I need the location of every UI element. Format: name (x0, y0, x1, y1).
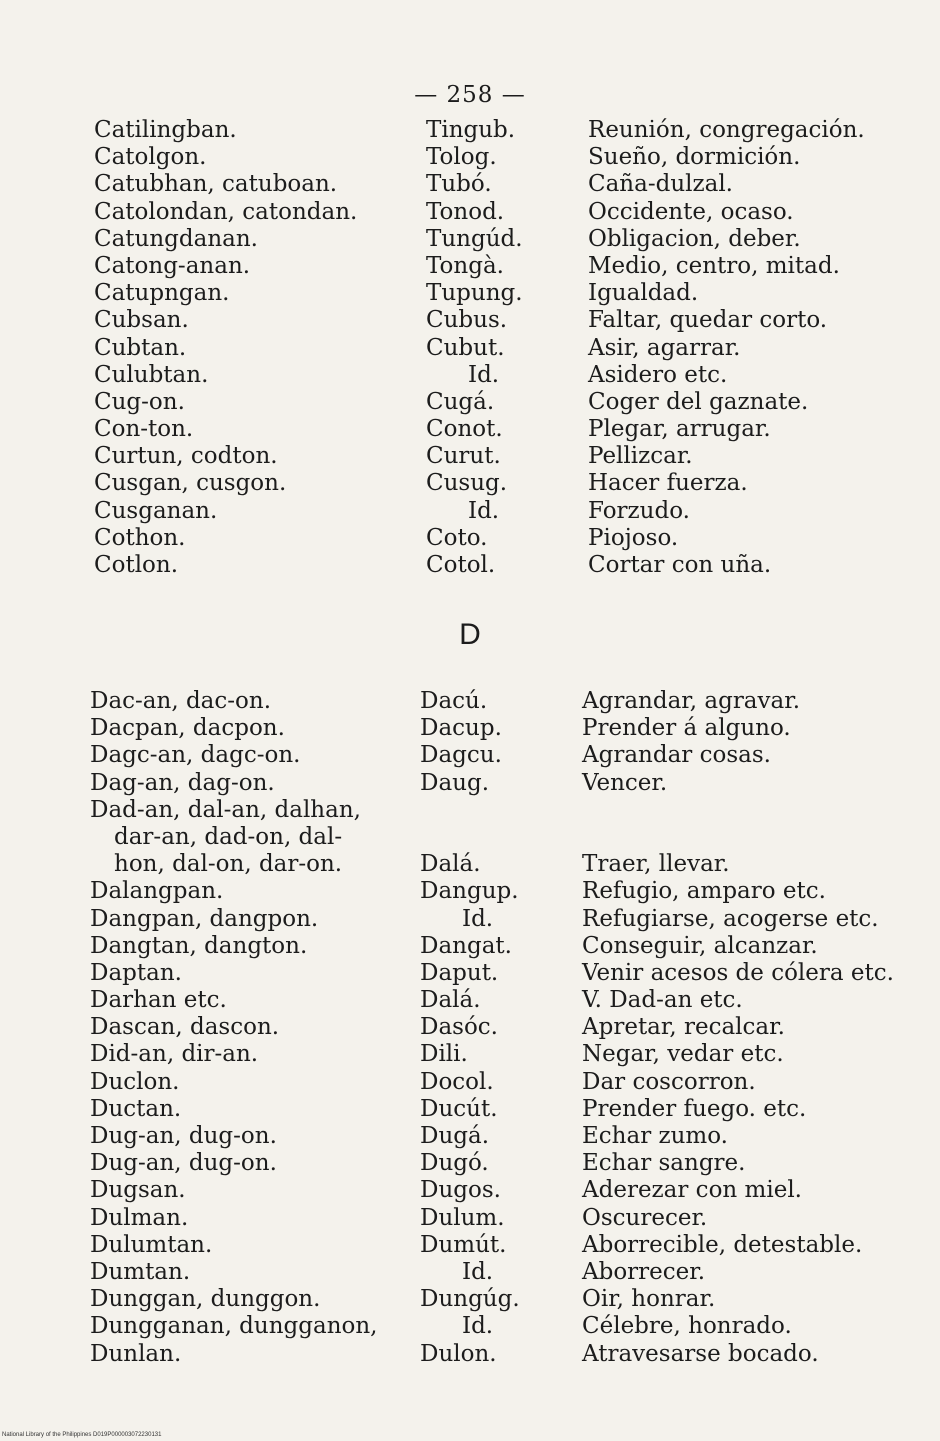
entry-meaning: Apretar, recalcar. (582, 1014, 785, 1041)
section-d-entries (0, 688, 940, 1368)
entry-term: Dunggan, dunggon. (90, 1286, 321, 1313)
entry-root: Id. (468, 361, 500, 388)
entry-meaning: Coger del gaznate. (588, 388, 809, 415)
entry-term: Dad-an, dal-an, dalhan, (90, 796, 361, 823)
dictionary-entry (0, 226, 940, 253)
entry-term: hon, dal-on, dar-on. (114, 851, 343, 878)
entry-root: Dagcu. (420, 742, 502, 769)
entry-meaning: Agrandar, agravar. (582, 688, 801, 714)
dictionary-entry (0, 878, 940, 905)
entry-term: Dacpan, dacpon. (90, 715, 285, 742)
entry-meaning: Atravesarse bocado. (582, 1340, 819, 1367)
entry-term: Dascan, dascon. (90, 1014, 280, 1041)
dictionary-entry (0, 1041, 940, 1068)
entry-root: Dangup. (420, 878, 519, 905)
entry-term: Daptan. (90, 959, 182, 986)
dictionary-entry (0, 389, 940, 416)
entry-root: Cubus. (426, 307, 508, 334)
entry-meaning: Cortar con uña. (588, 552, 772, 578)
entry-meaning: Faltar, quedar corto. (588, 307, 828, 334)
entry-root: Dungúg. (420, 1286, 520, 1313)
dictionary-entry (0, 144, 940, 171)
entry-term: Cubsan. (94, 307, 189, 334)
entry-root: Dangat. (420, 932, 512, 959)
entry-meaning: Reunión, congregación. (588, 117, 865, 143)
entry-root: Tubó. (426, 171, 492, 198)
entry-root: Id. (462, 905, 494, 932)
dictionary-entry (0, 1096, 940, 1123)
entry-meaning: Echar zumo. (582, 1123, 728, 1149)
entry-meaning: Aderezar con miel. (582, 1177, 802, 1204)
dictionary-entry (0, 117, 940, 144)
entry-term: Darhan etc. (90, 987, 227, 1014)
entry-meaning: Asidero etc. (588, 361, 728, 388)
entry-term: Culubtan. (94, 361, 209, 388)
entry-meaning: Medio, centro, mitad. (588, 252, 840, 279)
entry-root: Cotol. (426, 552, 496, 578)
entry-meaning: Aborrecer. (582, 1258, 706, 1285)
entry-term: Dangtan, dangton. (90, 932, 308, 959)
entry-meaning: Echar sangre. (582, 1150, 746, 1177)
dictionary-entry (0, 199, 940, 226)
entry-term: Con-ton. (94, 416, 194, 443)
dictionary-entry (0, 770, 940, 797)
entry-meaning: Agrandar cosas. (582, 742, 771, 769)
letter-heading: D (459, 618, 481, 651)
dictionary-entry (0, 171, 940, 198)
page-number: — 258 — (414, 82, 526, 108)
dictionary-entry (0, 443, 940, 470)
entry-term: Catolgon. (94, 144, 207, 171)
entry-term: Dunlan. (90, 1340, 182, 1367)
entry-root: Dalá. (420, 987, 481, 1014)
entry-term: Cotlon. (94, 552, 179, 578)
dictionary-entry (0, 851, 940, 878)
entry-root: Daput. (420, 959, 499, 986)
entry-meaning: Aborrecible, detestable. (582, 1231, 863, 1258)
entry-term: Cothon. (94, 524, 186, 551)
entry-meaning: Célebre, honrado. (582, 1313, 792, 1340)
entry-meaning: Sueño, dormición. (588, 144, 801, 171)
dictionary-entry (0, 1123, 940, 1150)
entry-root: Tonod. (426, 198, 505, 225)
dictionary-entry (0, 1259, 940, 1286)
entry-root: Dili. (420, 1041, 468, 1068)
entry-term: Dumtan. (90, 1258, 191, 1285)
entry-meaning: Piojoso. (588, 524, 679, 551)
entry-root: Dacup. (420, 715, 502, 742)
entry-root: Dulum. (420, 1204, 505, 1231)
entry-root: Id. (468, 497, 500, 524)
dictionary-entry (0, 906, 940, 933)
entry-meaning: Pellizcar. (588, 443, 693, 470)
entry-root: Dugá. (420, 1123, 489, 1149)
entry-term: Catolondan, catondan. (94, 198, 358, 225)
entry-meaning: Vencer. (582, 769, 668, 796)
section-c-entries (0, 117, 940, 579)
entry-term: dar-an, dad-on, dal- (114, 823, 343, 850)
dictionary-entry (0, 1286, 940, 1313)
dictionary-entry (0, 960, 940, 987)
dictionary-entry (0, 824, 940, 851)
dictionary-entry (0, 498, 940, 525)
entry-term: Dalangpan. (90, 878, 224, 905)
dictionary-entry (0, 552, 940, 579)
entry-term: Duclon. (90, 1068, 180, 1095)
entry-term: Dagc-an, dagc-on. (90, 742, 301, 769)
entry-root: Tingub. (426, 117, 516, 143)
dictionary-entry (0, 470, 940, 497)
dictionary-entry (0, 280, 940, 307)
dictionary-entry (0, 1205, 940, 1232)
entry-term: Catungdanan. (94, 225, 258, 252)
dictionary-entry (0, 1014, 940, 1041)
entry-term: Catong-anan. (94, 252, 251, 279)
entry-term: Cug-on. (94, 388, 185, 415)
entry-meaning: Asir, agarrar. (588, 334, 741, 361)
dictionary-entry (0, 933, 940, 960)
dictionary-entry (0, 1177, 940, 1204)
entry-meaning: Oscurecer. (582, 1204, 708, 1231)
entry-root: Dugos. (420, 1177, 501, 1204)
entry-meaning: Obligacion, deber. (588, 225, 801, 252)
dictionary-entry (0, 335, 940, 362)
dictionary-entry (0, 525, 940, 552)
entry-meaning: Refugiarse, acogerse etc. (582, 905, 879, 932)
entry-root: Ducút. (420, 1095, 498, 1122)
entry-root: Cusug. (426, 470, 508, 497)
entry-meaning: Traer, llevar. (582, 851, 730, 878)
footer-credit: National Library of the Philippines D019P000003072230131 (2, 1432, 162, 1438)
entry-term: Catubhan, catuboan. (94, 171, 338, 198)
entry-meaning: Prender fuego. etc. (582, 1095, 807, 1122)
entry-term: Cusganan. (94, 497, 218, 524)
entry-term: Dag-an, dag-on. (90, 769, 275, 796)
entry-term: Cusgan, cusgon. (94, 470, 287, 497)
entry-root: Conot. (426, 416, 503, 443)
entry-term: Dug-an, dug-on. (90, 1123, 277, 1149)
entry-root: Tupung. (426, 280, 523, 307)
entry-term: Ductan. (90, 1095, 182, 1122)
entry-meaning: Igualdad. (588, 280, 699, 307)
dictionary-entry (0, 715, 940, 742)
dictionary-entry (0, 742, 940, 769)
entry-meaning: Conseguir, alcanzar. (582, 932, 818, 959)
entry-meaning: Refugio, amparo etc. (582, 878, 826, 905)
entry-root: Docol. (420, 1068, 494, 1095)
entry-term: Did-an, dir-an. (90, 1041, 259, 1068)
entry-meaning: Venir acesos de cólera etc. (582, 959, 894, 986)
entry-meaning: Prender á alguno. (582, 715, 791, 742)
entry-root: Tongà. (426, 252, 504, 279)
entry-root: Curut. (426, 443, 501, 470)
entry-term: Dulman. (90, 1204, 189, 1231)
dictionary-entry (0, 1069, 940, 1096)
entry-root: Dumút. (420, 1231, 507, 1258)
dictionary-entry (0, 307, 940, 334)
entry-root: Id. (462, 1313, 494, 1340)
entry-term: Dangpan, dangpon. (90, 905, 319, 932)
entry-term: Dugsan. (90, 1177, 186, 1204)
entry-root: Dacú. (420, 688, 488, 714)
entry-term: Cubtan. (94, 334, 187, 361)
entry-meaning: Dar coscorron. (582, 1068, 756, 1095)
dictionary-entry (0, 1232, 940, 1259)
entry-root: Cugá. (426, 388, 495, 415)
entry-root: Dalá. (420, 851, 481, 878)
entry-meaning: Caña-dulzal. (588, 171, 733, 198)
dictionary-entry (0, 987, 940, 1014)
entry-meaning: Oir, honrar. (582, 1286, 716, 1313)
dictionary-entry (0, 1313, 940, 1340)
dictionary-entry (0, 797, 940, 824)
dictionary-entry (0, 1150, 940, 1177)
entry-root: Coto. (426, 524, 488, 551)
dictionary-entry (0, 362, 940, 389)
dictionary-entry (0, 688, 940, 715)
entry-term: Dulumtan. (90, 1231, 213, 1258)
entry-root: Tungúd. (426, 225, 523, 252)
entry-root: Dasóc. (420, 1014, 498, 1041)
entry-root: Dulon. (420, 1340, 497, 1367)
entry-root: Dugó. (420, 1150, 489, 1177)
dictionary-entry (0, 416, 940, 443)
dictionary-entry (0, 253, 940, 280)
entry-term: Dac-an, dac-on. (90, 688, 272, 714)
entry-meaning: Forzudo. (588, 497, 690, 524)
dictionary-entry (0, 1341, 940, 1368)
entry-term: Curtun, codton. (94, 443, 278, 470)
entry-term: Dungganan, dungganon, (90, 1313, 378, 1340)
entry-root: Id. (462, 1258, 494, 1285)
entry-root: Cubut. (426, 334, 505, 361)
entry-meaning: Hacer fuerza. (588, 470, 748, 497)
entry-term: Dug-an, dug-on. (90, 1150, 277, 1177)
entry-meaning: Plegar, arrugar. (588, 416, 771, 443)
entry-term: Catilingban. (94, 117, 237, 143)
entry-meaning: Occidente, ocaso. (588, 198, 794, 225)
entry-root: Tolog. (426, 144, 497, 171)
entry-meaning: V. Dad-an etc. (582, 987, 743, 1014)
entry-meaning: Negar, vedar etc. (582, 1041, 784, 1068)
entry-term: Catupngan. (94, 280, 230, 307)
entry-root: Daug. (420, 769, 489, 796)
